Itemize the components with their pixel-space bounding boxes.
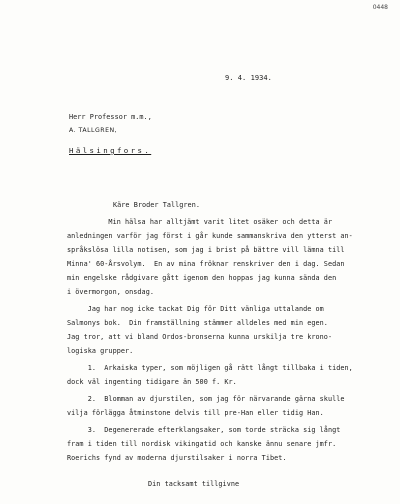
body-line: språkslösa lilla notisen, som jag i brist på bättre vill lämna till <box>67 246 345 254</box>
body-line: Jag tror, att vi bland Ordos-bronserna kunna urskilja tre krono- <box>67 333 333 341</box>
body-line: min engelske rådgivare gått igenom den hoppas jag kunna sända den <box>67 274 337 282</box>
body-line: logiska grupper. <box>67 347 134 355</box>
body-line: dock väl ingenting tidigare än 500 f. Kr. <box>67 378 237 386</box>
letter-date: 9. 4. 1934. <box>225 74 272 82</box>
body-line: Minna' 60-Årsvolym. En av mina fröknar renskriver den i dag. Sedan <box>67 260 345 268</box>
body-line: anledningen varför jag först i går kunde sammanskriva den ytterst an- <box>67 232 353 240</box>
body-line: fram i tiden till nordisk vikingatid och kanske ännu senare jmfr. <box>67 440 337 448</box>
body-line: Roerichs fynd av moderna djurstilsaker i norra Tibet. <box>67 454 287 462</box>
salutation: Käre Broder Tallgren. <box>113 201 200 209</box>
recipient-title: Herr Professor m.m., <box>69 113 152 121</box>
body-line: Salmonys bok. Din framställning stämmer alldeles med min egen. <box>67 319 328 327</box>
body-line: Jag har nog icke tackat Dig för Ditt vänliga uttalande om <box>67 305 324 313</box>
body-line: Min hälsa har alltjämt varit litet osäker och detta är <box>67 218 333 226</box>
closing: Din tacksamt tillgivne <box>148 480 240 488</box>
letter-body <box>67 218 387 462</box>
body-line: 2. Blomman av djurstilen, som jag för närvarande gärna skulle <box>67 395 345 403</box>
body-line: i övermorgon, onsdag. <box>67 288 154 296</box>
recipient-city: Hälsingfors. <box>69 146 152 155</box>
body-line: vilja förlägga åtminstone delvis till pre-Han eller tidig Han. <box>67 409 324 417</box>
page-number: 0448 <box>372 4 388 11</box>
body-line: 3. Degenererade efterklangsaker, som torde sträcka sig långt <box>67 426 341 434</box>
body-line: 1. Arkaiska typer, som möjligen gå rätt långt tillbaka i tiden, <box>67 364 353 372</box>
recipient-name: A. TALLGREN, <box>69 127 118 134</box>
